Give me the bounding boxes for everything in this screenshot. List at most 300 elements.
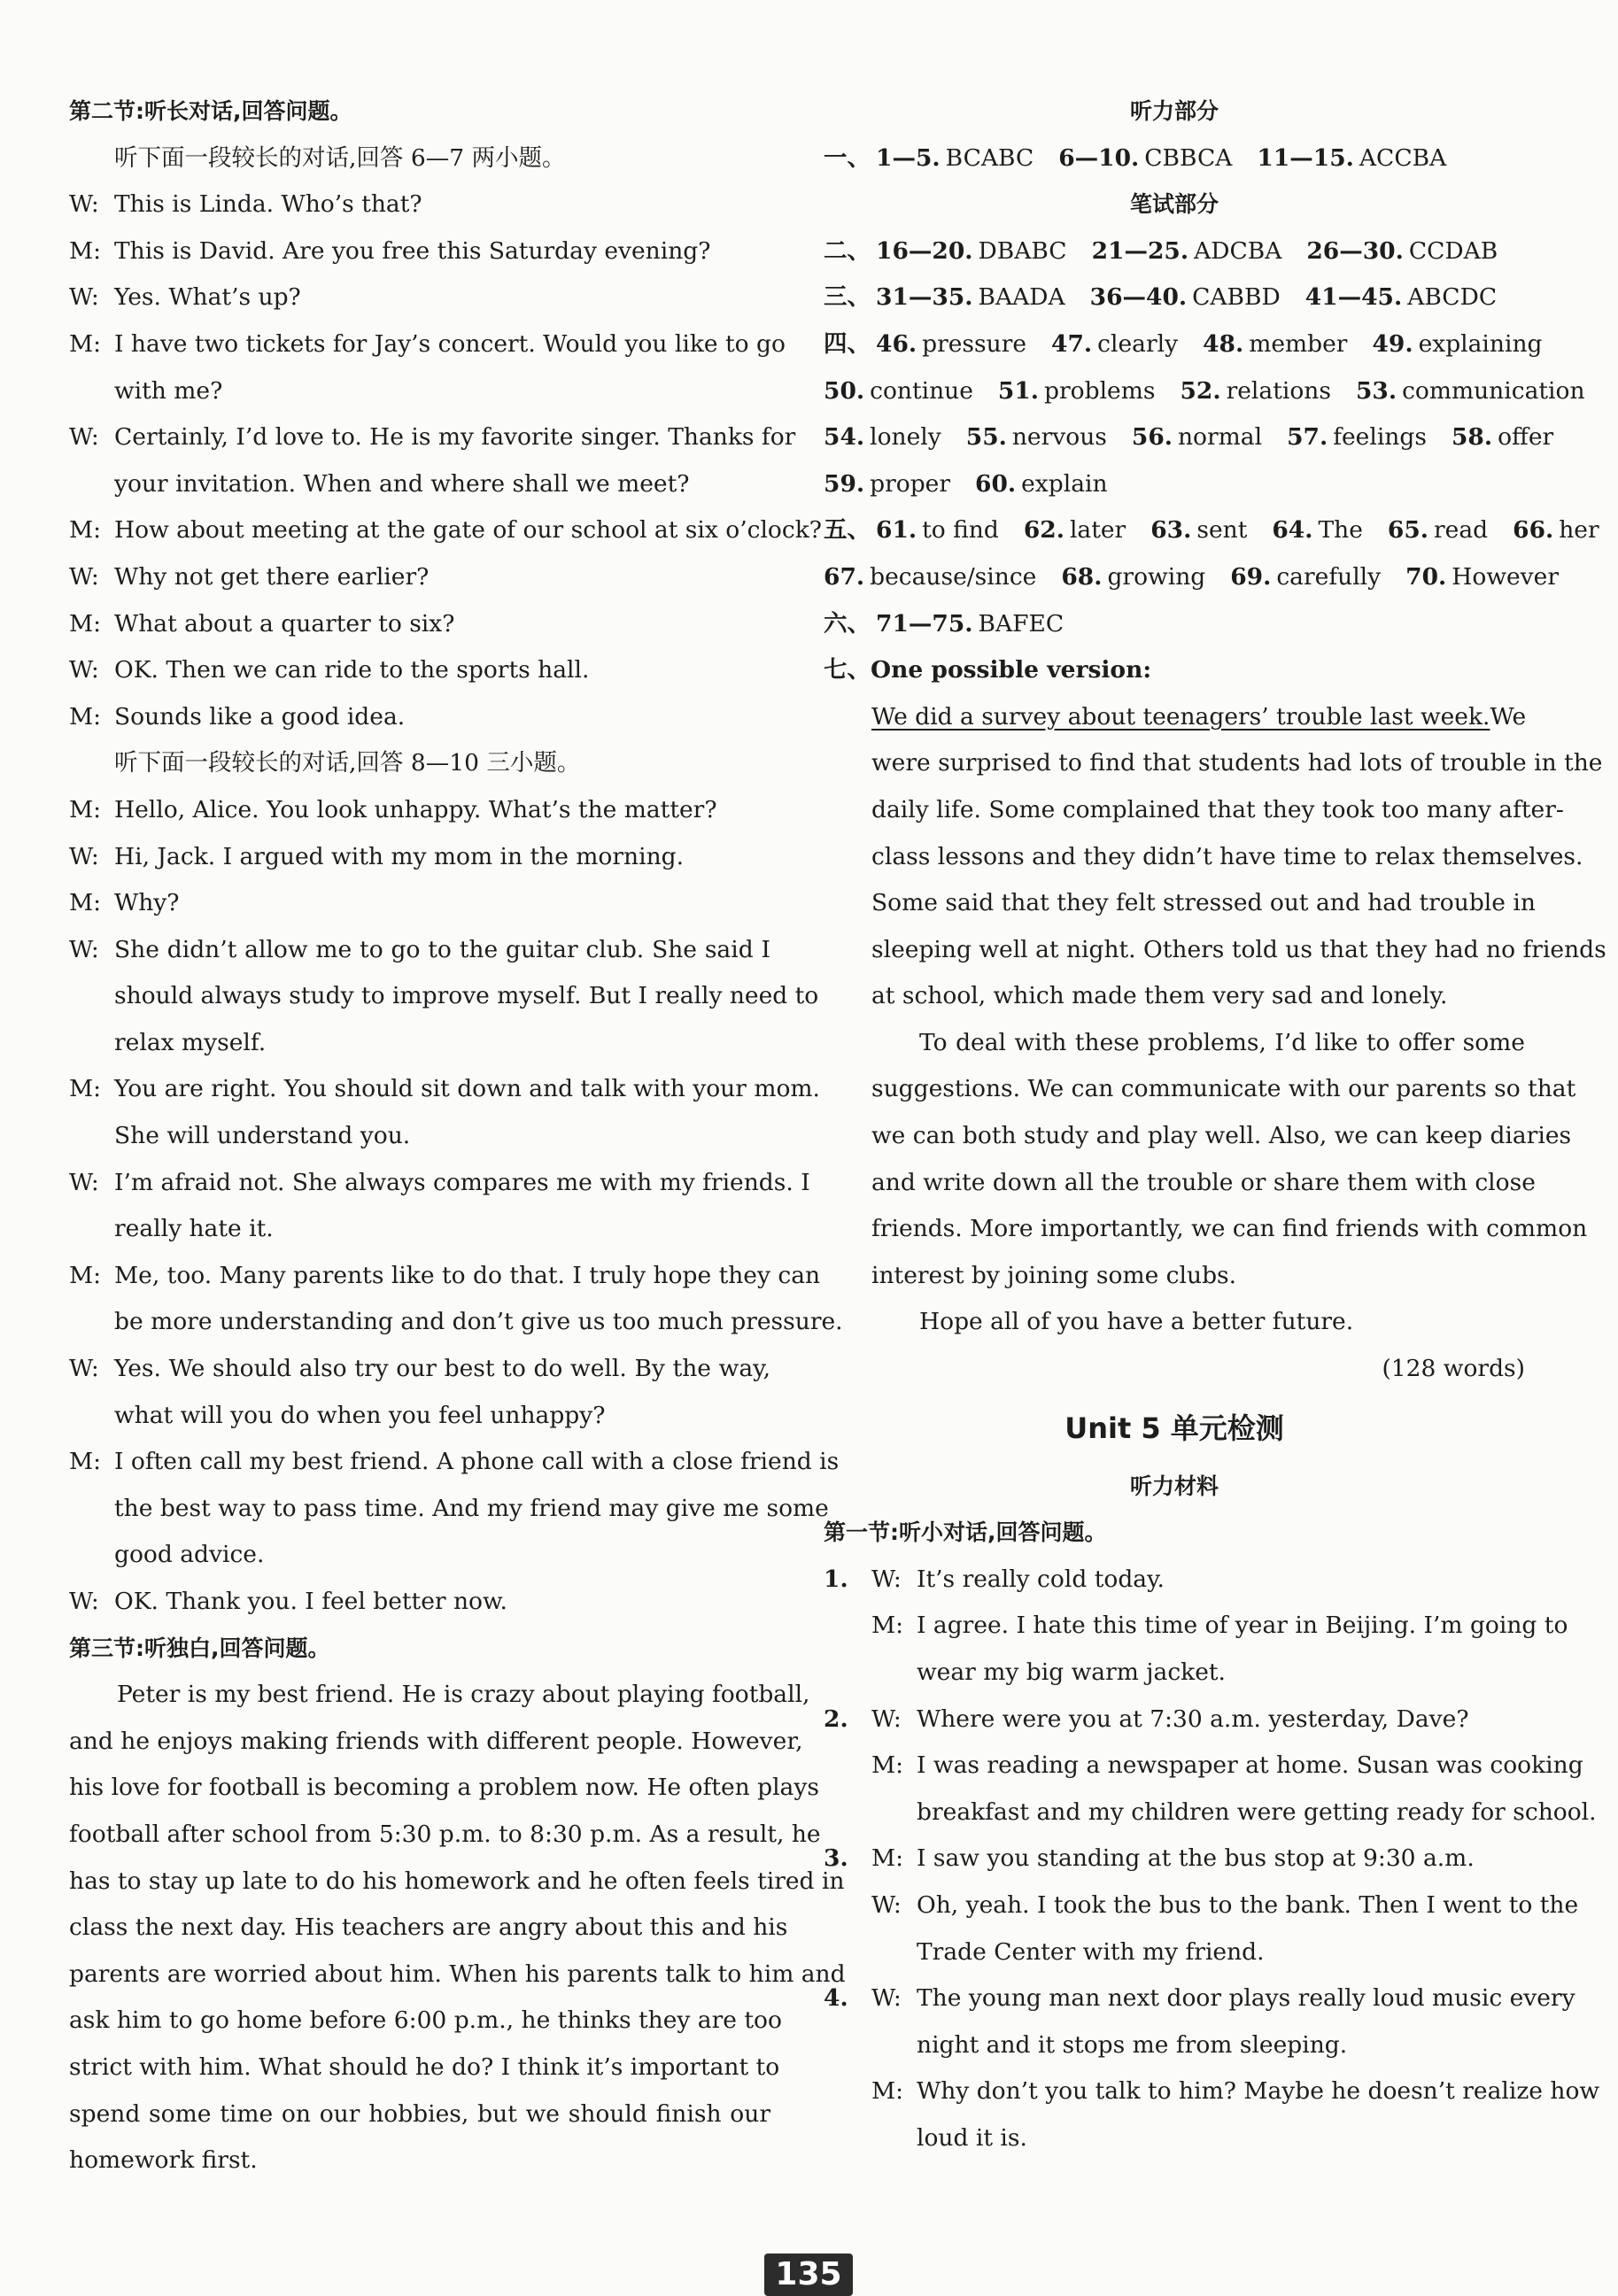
answer-number: 58.: [1451, 423, 1493, 452]
answer-line: [824, 228, 1525, 275]
dialog-text: She didn’t allow me to go to the guitar club. She said I: [114, 935, 770, 963]
answer-word: to find: [922, 516, 999, 545]
dialog-line: [69, 321, 786, 368]
dialog-text: Why don’t you talk to him? Maybe he doesn’t realize how: [917, 2077, 1600, 2106]
dialog-line: [824, 1650, 1525, 1697]
speaker-label: [69, 1113, 114, 1160]
dialog-line: [69, 1020, 770, 1067]
speaker-label: W:: [69, 562, 99, 591]
dialog-number: [824, 1882, 871, 1929]
dialog-line: [824, 1557, 1525, 1604]
dialog-number: 4.: [824, 1984, 848, 2013]
answer-letters: CABBD: [1192, 283, 1281, 312]
answer-item: [1024, 516, 1126, 544]
answer-item: [824, 377, 973, 405]
essay-topic-sentence: We did a survey about teenagers’ trouble last week.: [871, 702, 1490, 731]
speaker-label: M:: [69, 795, 102, 823]
answer-letters: ABCDC: [1407, 283, 1498, 312]
answer-line: [824, 554, 1560, 601]
dialog-text: I agree. I hate this time of year in Beijing. I’m going to: [917, 1612, 1568, 1640]
dialog-text: I saw you standing at the bus stop at 9:30 a.m.: [917, 1844, 1475, 1873]
dialog-text: relax myself.: [114, 1028, 267, 1056]
speaker-label: M:: [871, 1612, 904, 1640]
dialog-text: OK. Then we can ride to the sports hall.: [114, 656, 590, 684]
answer-prefix: 三、: [824, 283, 871, 312]
dialog-line: [69, 1346, 770, 1393]
dialog-text: I was reading a newspaper at home. Susan was cooking: [917, 1751, 1583, 1780]
dialog-line: [69, 1486, 829, 1533]
dialog-line: [69, 507, 822, 554]
speaker-label: [871, 1929, 917, 1976]
answer-number: 46.: [876, 329, 917, 358]
essay-line: class lessons and they didn’t have time to relax themselves.: [871, 842, 1583, 870]
answer-range: 26—30.: [1306, 236, 1404, 265]
dialog-text: This is David. Are you free this Saturday evening?: [114, 236, 711, 265]
dialog-text: I’m afraid not. She always compares me with my friends. I: [114, 1168, 810, 1196]
dialog-number: [824, 1603, 871, 1650]
dialog-text: wear my big warm jacket.: [917, 1658, 1226, 1686]
essay-text: We: [1490, 702, 1527, 731]
answer-item: [876, 330, 1026, 358]
answer-letters: BAADA: [978, 283, 1065, 312]
dialog-line: [69, 834, 770, 881]
answer-item: [1150, 516, 1247, 544]
dialog-text: She will understand you.: [114, 1122, 411, 1150]
answer-word: read: [1434, 516, 1489, 545]
answer-line: [824, 601, 1525, 648]
monologue-line: spend some time on our hobbies, but we should finish our: [69, 2099, 770, 2128]
answer-line: [824, 507, 1599, 554]
answer-group: [876, 237, 1067, 265]
answer-word: communication: [1402, 376, 1585, 405]
dialog-line: [824, 2115, 1525, 2162]
speaker-label: M:: [871, 1751, 904, 1780]
speaker-label: W:: [69, 935, 99, 963]
answer-word: carefully: [1276, 562, 1382, 591]
answer-letters: BCABC: [945, 143, 1034, 172]
answer-letters: CCDAB: [1408, 236, 1498, 265]
dialog-text: Me, too. Many parents like to do that. I truly hope they can: [114, 1261, 821, 1289]
speaker-label: W:: [871, 1984, 902, 2013]
dialog-text: Yes. We should also try our best to do well. By the way,: [114, 1355, 770, 1383]
answer-item: [1203, 330, 1347, 358]
answer-word: growing: [1107, 562, 1206, 591]
dialog-text: How about meeting at the gate of our school at six o’clock?: [114, 516, 822, 545]
dialog-text: be more understanding and don’t give us too much pressure.: [114, 1308, 843, 1336]
answer-number: 54.: [824, 423, 865, 452]
essay-line: and write down all the trouble or share them with close: [871, 1168, 1536, 1196]
dialog-text: your invitation. When and where shall we meet?: [114, 469, 690, 498]
dialog-text: breakfast and my children were getting ready for school.: [917, 1797, 1597, 1826]
essay-line: interest by joining some clubs.: [871, 1261, 1237, 1289]
section-title: 第二节:听长对话,回答问题。: [69, 98, 352, 124]
listening-part-title: 听力部分: [1129, 98, 1219, 124]
answer-word: member: [1249, 329, 1348, 358]
answer-number: 66.: [1513, 516, 1554, 545]
dialog-number: [824, 1790, 871, 1836]
answer-number: 49.: [1372, 329, 1413, 358]
written-part-title: 笔试部分: [1129, 191, 1219, 218]
speaker-label: M:: [69, 889, 102, 917]
essay-line: [824, 694, 1525, 741]
answer-number: 60.: [975, 469, 1017, 498]
answer-line: [824, 321, 1543, 368]
speaker-label: M:: [871, 1844, 904, 1873]
answer-item: [876, 516, 999, 544]
answer-range: 16—20.: [876, 236, 973, 265]
answer-word: offer: [1498, 423, 1554, 452]
answer-group: [876, 144, 1034, 172]
answer-line: [824, 414, 1554, 461]
answer-item: [1372, 330, 1542, 358]
answer-item: [1405, 563, 1559, 591]
dialog-text: night and it stops me from sleeping.: [917, 2030, 1348, 2059]
speaker-label: [871, 2115, 917, 2162]
dialog-text: really hate it.: [114, 1215, 274, 1243]
dialog-line: [69, 973, 819, 1020]
answer-number: 50.: [824, 376, 865, 405]
answer-letters: CBBCA: [1144, 143, 1233, 172]
speaker-label: [69, 1486, 114, 1533]
dialog-text: Hi, Jack. I argued with my mom in the morning.: [114, 842, 685, 870]
answer-group: [1305, 283, 1497, 311]
dialog-text: I often call my best friend. A phone call with a close friend is: [114, 1448, 840, 1476]
dialog-number: [824, 2022, 871, 2069]
answer-word: because/since: [870, 562, 1037, 591]
answer-item: [1388, 516, 1488, 544]
speaker-label: [871, 2022, 917, 2069]
dialog-text: loud it is.: [917, 2123, 1027, 2152]
dialog-text: It’s really cold today.: [917, 1565, 1165, 1593]
answer-word: nervous: [1011, 423, 1107, 452]
answer-word: However: [1452, 562, 1560, 591]
answer-item: [1061, 563, 1205, 591]
section-title: 第一节:听小对话,回答问题。: [824, 1519, 1107, 1546]
dialog-line: [69, 601, 770, 648]
answer-number: 67.: [824, 562, 865, 591]
dialog-number: 1.: [824, 1565, 848, 1593]
dialog-line: [69, 1206, 770, 1253]
dialog-number: 2.: [824, 1705, 848, 1733]
answer-range: 36—40.: [1089, 283, 1188, 312]
material-title: 听力材料: [1129, 1473, 1219, 1499]
answer-number: 57.: [1287, 423, 1328, 452]
dialog-line: [69, 1439, 840, 1486]
speaker-label: W:: [69, 190, 99, 219]
answer-number: 64.: [1272, 516, 1313, 545]
answer-number: 48.: [1203, 329, 1244, 358]
answer-word: pressure: [922, 329, 1027, 358]
essay-line: To deal with these problems, I’d like to offer some: [919, 1028, 1525, 1056]
answer-letters: ACCBA: [1359, 143, 1447, 172]
monologue-line: homework first.: [69, 2146, 258, 2175]
monologue-line: football after school from 5:30 p.m. to 8:30 p.m. As a result, he: [69, 1820, 821, 1848]
speaker-label: W:: [871, 1890, 902, 1919]
answer-prefix: 二、: [824, 236, 871, 265]
word-count: (128 words): [1382, 1355, 1525, 1383]
speaker-label: W:: [69, 656, 99, 684]
monologue-line: class the next day. His teachers are angry about this and his: [69, 1913, 788, 1942]
speaker-label: W:: [69, 1355, 99, 1383]
answer-item: [1051, 330, 1178, 358]
answer-number: 51.: [997, 376, 1040, 405]
answer-prefix: 一、: [824, 143, 871, 172]
answer-item: [824, 470, 950, 498]
answer-range: 1—5.: [876, 143, 941, 172]
dialog-line: [69, 368, 770, 415]
speaker-label: [69, 461, 114, 508]
essay-line: we can both study and play well. Also, we can keep diaries: [871, 1122, 1572, 1150]
speaker-label: [69, 1532, 114, 1579]
speaker-label: W:: [69, 1588, 99, 1615]
speaker-label: [871, 1790, 917, 1836]
answer-number: 53.: [1355, 376, 1397, 405]
dialog-number: [824, 1650, 871, 1697]
dialog-line: [824, 1603, 1568, 1650]
speaker-label: [69, 973, 114, 1020]
speaker-label: M:: [69, 609, 102, 638]
dialog-line: [69, 1579, 770, 1626]
essay-line: daily life. Some complained that they took too many after-: [871, 795, 1564, 823]
answer-word: her: [1559, 516, 1599, 545]
instruction: 听下面一段较长的对话,回答 8—10 三小题。: [114, 749, 581, 777]
unit-title: Unit 5 单元检测: [1064, 1411, 1284, 1445]
answer-line: [824, 368, 1585, 415]
speaker-label: [69, 1206, 114, 1253]
answer-word: continue: [870, 376, 973, 405]
answer-item: [1272, 516, 1363, 544]
answer-item: [966, 423, 1107, 451]
answer-item: [1230, 563, 1381, 591]
speaker-label: M:: [69, 702, 102, 731]
dialog-line: [69, 182, 770, 228]
answer-group: [1090, 283, 1281, 311]
answer-number: 63.: [1150, 516, 1192, 545]
answer-group: [1092, 237, 1282, 265]
answer-range: 31—35.: [876, 283, 973, 312]
answer-number: 70.: [1405, 562, 1447, 591]
dialog-line: [824, 1882, 1579, 1929]
dialog-line: [69, 927, 770, 974]
dialog-text: Certainly, I’d love to. He is my favorite singer. Thanks for: [114, 423, 796, 452]
dialog-line: [824, 1836, 1525, 1882]
answer-range: 11—15.: [1257, 143, 1354, 172]
dialog-text: Why?: [114, 889, 180, 917]
answer-range: 21—25.: [1091, 236, 1189, 265]
dialog-line: [824, 2068, 1600, 2115]
answer-item: [975, 470, 1108, 498]
dialog-line: [69, 461, 770, 508]
dialog-line: [824, 1790, 1597, 1836]
answer-letters: ADCBA: [1194, 236, 1282, 265]
answer-item: [1513, 516, 1599, 544]
monologue-line: Peter is my best friend. He is crazy about playing football,: [117, 1681, 810, 1709]
right-column: [824, 89, 1606, 2162]
answer-prefix: 六、: [824, 609, 871, 638]
dialog-line: [69, 1532, 770, 1579]
essay-line: suggestions. We can communicate with our parents so that: [871, 1075, 1576, 1103]
answer-word: feelings: [1333, 423, 1427, 452]
speaker-label: M:: [69, 1261, 102, 1289]
speaker-label: [69, 1299, 114, 1346]
dialog-line: [69, 647, 770, 694]
monologue-line: strict with him. What should he do? I think it’s important to: [69, 2052, 780, 2081]
dialog-line: [69, 1393, 770, 1440]
answer-number: 61.: [876, 516, 917, 545]
answer-range: 6—10.: [1058, 143, 1140, 172]
dialog-text: Why not get there earlier?: [114, 562, 430, 591]
dialog-line: [824, 2022, 1525, 2069]
page-number: 135: [764, 2253, 853, 2296]
answer-range: 71—75.: [876, 609, 973, 638]
answer-item: [998, 377, 1156, 405]
answer-range: 41—45.: [1304, 283, 1403, 312]
dialog-text: good advice.: [114, 1541, 265, 1569]
dialog-line: [69, 1113, 770, 1160]
dialog-line: [824, 1743, 1583, 1790]
essay-line: Some said that they felt stressed out and had trouble in: [871, 889, 1536, 917]
dialog-number: [824, 2068, 871, 2115]
dialog-number: [824, 1929, 871, 1976]
dialog-line: [69, 694, 770, 741]
section-title: 第三节:听独白,回答问题。: [69, 1635, 330, 1661]
dialog-text: what will you do when you feel unhappy?: [114, 1401, 606, 1429]
answer-word: sent: [1196, 516, 1248, 545]
speaker-label: M:: [69, 236, 102, 265]
answer-item: [1356, 377, 1585, 405]
dialog-line: [824, 1697, 1525, 1743]
dialog-line: [69, 880, 770, 927]
monologue-line: ask him to go home before 6:00 p.m., he thinks they are too: [69, 2006, 782, 2035]
dialog-text: Oh, yeah. I took the bus to the bank. Then I went to the: [917, 1890, 1579, 1919]
monologue-line: parents are worried about him. When his parents talk to him and: [69, 1960, 846, 1988]
speaker-label: W:: [69, 283, 99, 312]
answer-number: 69.: [1230, 562, 1272, 591]
answer-word: proper: [870, 469, 951, 498]
answer-group: [1058, 144, 1232, 172]
speaker-label: [69, 1020, 114, 1067]
answer-item: [1180, 377, 1330, 405]
dialog-text: Where were you at 7:30 a.m. yesterday, Dave?: [917, 1705, 1469, 1733]
answer-group: [1306, 237, 1498, 265]
instruction: 听下面一段较长的对话,回答 6—7 两小题。: [114, 143, 566, 172]
essay-line: sleeping well at night. Others told us that they had no friends: [871, 935, 1606, 963]
dialog-text: OK. Thank you. I feel better now.: [114, 1588, 507, 1615]
answer-word: explain: [1021, 469, 1108, 498]
speaker-label: M:: [69, 516, 102, 545]
answer-prefix: 四、: [824, 329, 871, 358]
answer-word: explaining: [1418, 329, 1543, 358]
dialog-text: You are right. You should sit down and talk with your mom.: [114, 1075, 820, 1103]
answer-label: 七、One possible version:: [824, 656, 1152, 684]
dialog-line: [69, 1160, 810, 1207]
speaker-label: [871, 1650, 917, 1697]
speaker-label: M:: [69, 1075, 102, 1103]
speaker-label: [69, 368, 114, 415]
speaker-label: W:: [871, 1705, 902, 1733]
dialog-text: I have two tickets for Jay’s concert. Would you like to go: [114, 329, 786, 358]
answer-word: lonely: [870, 423, 941, 452]
answer-group: [876, 283, 1065, 311]
dialog-line: [69, 1253, 821, 1300]
monologue-line: and he enjoys making friends with different people. However,: [69, 1727, 803, 1755]
dialog-number: [824, 1743, 871, 1790]
dialog-text: Sounds like a good idea.: [114, 702, 406, 731]
speaker-label: W:: [871, 1565, 902, 1593]
answer-number: 47.: [1051, 329, 1093, 358]
dialog-line: [824, 1929, 1525, 1976]
dialog-text: should always study to improve myself. But I really need to: [114, 982, 819, 1010]
answer-item: [1287, 423, 1427, 451]
dialog-text: The young man next door plays really loud music every: [917, 1984, 1575, 2013]
dialog-line: [69, 1299, 843, 1346]
speaker-label: M:: [69, 329, 102, 358]
answer-line: [824, 274, 1525, 321]
answer-item: [824, 423, 941, 451]
dialog-text: Trade Center with my friend.: [917, 1937, 1265, 1966]
dialog-line: [69, 1066, 820, 1113]
speaker-label: [69, 1393, 114, 1440]
answer-number: 56.: [1131, 423, 1173, 452]
answer-item: [824, 563, 1036, 591]
essay-line: were surprised to find that students had lots of trouble in the: [871, 749, 1603, 777]
answer-word: problems: [1044, 376, 1156, 405]
dialog-line: [69, 787, 770, 834]
dialog-text: the best way to pass time. And my friend may give me some: [114, 1494, 829, 1522]
speaker-label: W:: [69, 842, 99, 870]
dialog-text: Yes. What’s up?: [114, 283, 301, 312]
dialog-text: What about a quarter to six?: [114, 609, 455, 638]
answer-group: [1257, 144, 1446, 172]
dialog-text: with me?: [114, 376, 223, 405]
answer-item: [1132, 423, 1262, 451]
answer-number: 59.: [824, 469, 865, 498]
dialog-line: [69, 414, 796, 461]
essay-line: Hope all of you have a better future.: [919, 1308, 1354, 1336]
answer-number: 52.: [1180, 376, 1221, 405]
dialog-number: [824, 2115, 871, 2162]
answer-letters: DBABC: [978, 236, 1067, 265]
answer-word: normal: [1177, 423, 1263, 452]
speaker-label: W:: [69, 423, 99, 452]
dialog-number: 3.: [824, 1844, 848, 1873]
answer-number: 55.: [965, 423, 1007, 452]
dialog-line: [69, 274, 770, 321]
answer-number: 68.: [1061, 562, 1103, 591]
answer-letters: BAFEC: [978, 609, 1064, 638]
essay-line: friends. More importantly, we can find friends with common: [871, 1215, 1588, 1243]
answer-word: relations: [1226, 376, 1331, 405]
essay-line: at school, which made them very sad and lonely.: [871, 982, 1448, 1010]
answer-line: [824, 135, 1525, 182]
answer-word: clearly: [1097, 329, 1179, 358]
dialog-text: This is Linda. Who’s that?: [114, 190, 422, 219]
answer-line: [824, 461, 1525, 508]
answer-word: The: [1318, 516, 1363, 545]
speaker-label: M:: [69, 1448, 102, 1476]
dialog-line: [69, 228, 770, 275]
answer-prefix: 五、: [824, 516, 871, 545]
dialog-line: [824, 1975, 1575, 2022]
monologue-line: his love for football is becoming a problem now. He often plays: [69, 1774, 819, 1802]
speaker-label: W:: [69, 1168, 99, 1196]
answer-item: [1452, 423, 1553, 451]
speaker-label: M:: [871, 2077, 904, 2106]
answer-number: 65.: [1387, 516, 1428, 545]
dialog-line: [69, 554, 770, 601]
monologue-line: has to stay up late to do his homework and he often feels tired in: [69, 1867, 845, 1895]
answer-word: later: [1069, 516, 1126, 545]
